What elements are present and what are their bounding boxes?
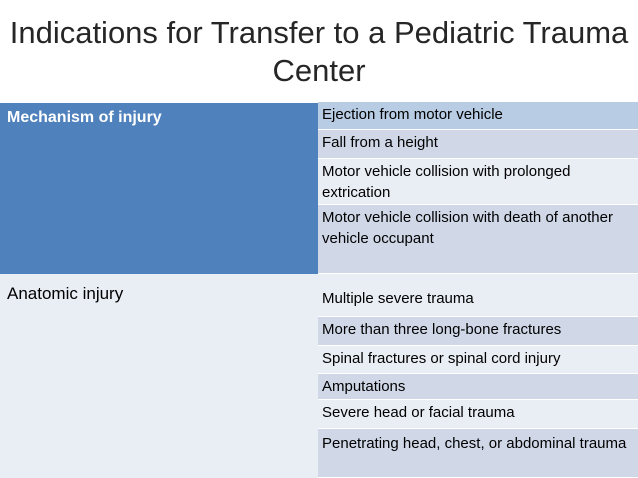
table-cell: Multiple severe trauma [318,274,638,317]
category-label: Mechanism of injury [7,109,162,126]
table-cell: Severe head or facial trauma [318,400,638,429]
category-label: Anatomic injury [7,284,124,303]
category-anatomic [0,274,318,478]
table-cell: Motor vehicle collision with prolonged extrication [318,159,638,205]
table-cell: Amputations [318,374,638,400]
table-cell: Penetrating head, chest, or abdominal trauma [318,429,638,478]
table-cell: Ejection from motor vehicle [318,102,638,130]
category-mechanism [0,103,318,274]
table-cell: Spinal fractures or spinal cord injury [318,346,638,374]
table-cell: Fall from a height [318,130,638,159]
slide-title: Indications for Transfer to a Pediatric Trauma Center [9,15,629,88]
table-cell: Motor vehicle collision with death of another vehicle occupant [318,205,638,274]
table-cell: More than three long-bone fractures [318,317,638,346]
